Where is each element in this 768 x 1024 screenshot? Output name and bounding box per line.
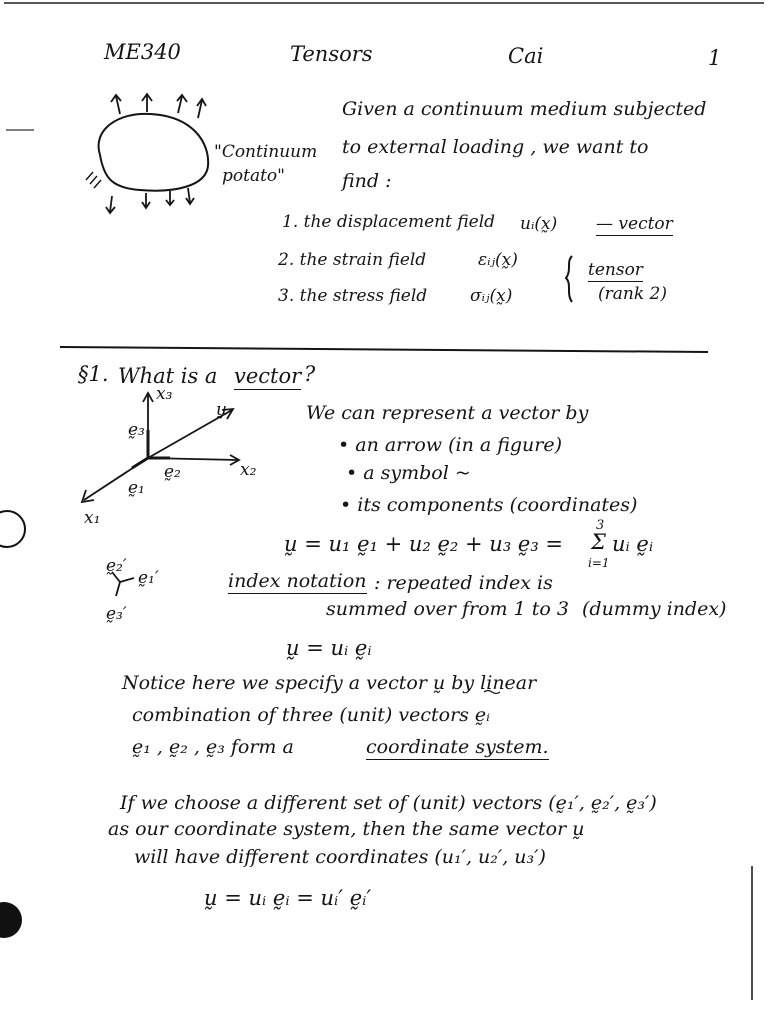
sum-term: uᵢ ḛᵢ: [612, 532, 654, 556]
primed-e2-label: ḛ₂′: [106, 556, 127, 576]
index-form-equation: ṵ = uᵢ ḛᵢ: [286, 636, 372, 660]
vector-expansion-equation: ṵ = u₁ ḛ₁ + u₂ ḛ₂ + u₃ ḛ₃ =: [284, 532, 564, 556]
primed-e3-label: ḛ₃′: [106, 604, 127, 624]
potato-outline: [99, 114, 209, 191]
represent-heading: We can represent a vector by: [306, 402, 589, 424]
represent-bullet-components: • its components (coordinates): [340, 494, 638, 516]
axis-x1-label: x₁: [84, 508, 101, 528]
tensor-word: tensor: [588, 260, 643, 280]
vector-u-label: ṵ: [216, 400, 227, 420]
represent-bullet-arrow: • an arrow (in a figure): [338, 434, 563, 456]
potato-label-line2: potato": [222, 166, 285, 186]
sum-lower-limit: i=1: [588, 556, 610, 570]
index-notation-rest2: summed over from 1 to 3: [326, 598, 569, 620]
change-of-basis-equation: ṵ = uᵢ ḛᵢ = uᵢ′ ḛᵢ′: [204, 886, 372, 910]
field-strain: 2. the strain field: [278, 250, 427, 270]
index-notation-dummy: (dummy index): [582, 598, 727, 620]
index-notation-label: index notation: [228, 570, 367, 592]
notice-line3-pre: ḛ₁ , ḛ₂ , ḛ₃ form a: [132, 736, 294, 758]
index-notation-rest1: : repeated index is: [374, 572, 553, 594]
potato-label-line1: "Continuum: [214, 142, 318, 162]
section-divider: [60, 347, 708, 352]
sum-upper-limit: 3: [596, 518, 605, 533]
tensor-rank: (rank 2): [598, 284, 667, 304]
basis-e3-label: ḛ₃: [128, 420, 145, 440]
topic-title: Tensors: [290, 42, 373, 66]
axis-x3-label: x₃: [156, 384, 173, 404]
intro-line3: find :: [342, 170, 392, 192]
tensor-brace: [566, 256, 572, 302]
sum-symbol: Σ: [591, 530, 606, 554]
field-displacement-math: uᵢ(x̰): [520, 214, 558, 234]
section-title-word: vector: [234, 364, 302, 388]
intro-line1: Given a continuum medium subjected: [342, 98, 707, 120]
notice-line1: Notice here we specify a vector ṵ by linear: [122, 672, 537, 694]
course-code: ME340: [104, 40, 181, 64]
field-stress: 3. the stress field: [278, 286, 428, 306]
different-line1: If we choose a different set of (unit) vectors (ḛ₁′, ḛ₂′, ḛ₃′): [120, 792, 657, 814]
field-displacement: 1. the displacement field: [282, 212, 496, 232]
intro-line2: to external loading , we want to: [342, 136, 649, 158]
fixed-support-hatch: [86, 172, 101, 188]
field-strain-math: εᵢⱼ(x̰): [478, 250, 518, 270]
notice-line3-coordinate-system: coordinate system.: [366, 736, 549, 758]
field-stress-math: σᵢⱼ(x̰): [470, 286, 513, 306]
author-name: Cai: [508, 44, 544, 68]
different-line3: will have different coordinates (u₁′, u₂′, u₃′): [134, 846, 546, 868]
primed-e1-label: ḛ₁′: [138, 568, 159, 588]
represent-bullet-symbol: • a symbol ~: [346, 462, 471, 484]
basis-e2-label: ḛ₂: [164, 462, 181, 482]
section-title-pre: What is a: [118, 364, 218, 388]
basis-e1-label: ḛ₁: [128, 478, 145, 498]
section-title-post: ?: [304, 362, 316, 386]
field-displacement-kind: — vector: [596, 214, 673, 234]
page-number: 1: [708, 46, 722, 70]
notice-line2: combination of three (unit) vectors ḛᵢ: [132, 704, 491, 726]
section-number: §1.: [78, 362, 109, 386]
different-line2: as our coordinate system, then the same vector ṵ: [108, 818, 585, 840]
axis-x2-label: x₂: [240, 460, 257, 480]
loading-arrows-down: [106, 188, 194, 213]
